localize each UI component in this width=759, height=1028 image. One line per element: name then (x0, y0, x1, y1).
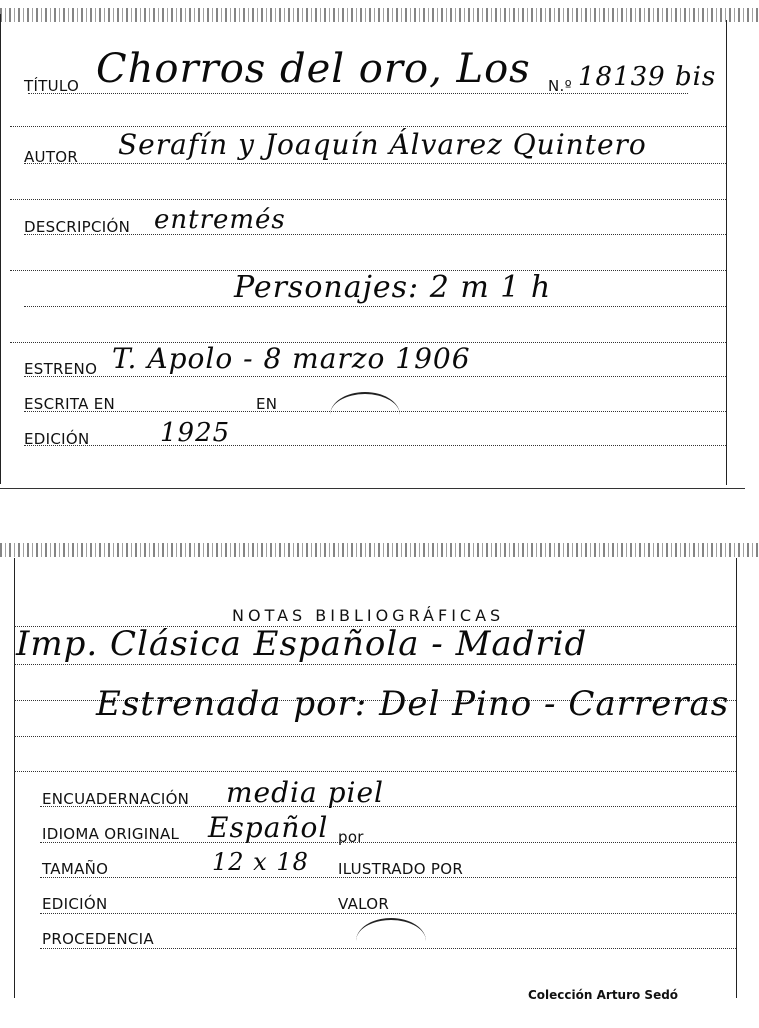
en-label: EN (256, 395, 278, 413)
rule-line (40, 913, 736, 914)
autor-label: AUTOR (24, 148, 79, 166)
card-left-border (14, 558, 15, 998)
stamp-mark (330, 392, 400, 438)
valor-label: VALOR (338, 895, 390, 913)
catalog-card-top (0, 0, 759, 495)
card-right-border (726, 20, 727, 485)
rule-line (14, 736, 736, 737)
stamp-mark (356, 918, 426, 964)
por-label: por (338, 828, 364, 846)
rule-line (24, 445, 726, 446)
titulo-label: TÍTULO (24, 77, 80, 95)
nota-line-1: Imp. Clásica Española - Madrid (16, 624, 588, 664)
rule-line (10, 199, 726, 200)
nota-line-2: Estrenada por: Del Pino - Carreras (96, 684, 730, 724)
card-left-border (0, 14, 1, 484)
rule-line (10, 126, 726, 127)
ilustrado-label: ILUSTRADO POR (338, 860, 464, 878)
torn-edge-bottom (0, 543, 759, 557)
idioma-label: IDIOMA ORIGINAL (42, 825, 180, 843)
rule-line (24, 306, 726, 307)
catalog-card-bottom (0, 540, 759, 1028)
coleccion-colophon: Colección Arturo Sedó (528, 988, 679, 1002)
notas-bibliograficas-title: NOTAS BIBLIOGRÁFICAS (232, 606, 505, 625)
edicion-label: EDICIÓN (24, 430, 90, 448)
rule-line (14, 771, 736, 772)
card-right-border (736, 558, 737, 998)
encuadernacion-label: ENCUADERNACIÓN (42, 790, 190, 808)
numero-label: N.º (548, 77, 572, 95)
autor-value: Serafín y Joaquín Álvarez Quintero (118, 128, 647, 161)
personajes-value: Personajes: 2 m 1 h (234, 270, 552, 305)
titulo-value: Chorros del oro, Los (96, 46, 531, 92)
descripcion-label: DESCRIPCIÓN (24, 218, 131, 236)
rule-line (14, 664, 736, 665)
escrita-label: ESCRITA EN (24, 395, 116, 413)
edicion-label-bottom: EDICIÓN (42, 895, 108, 913)
procedencia-label: PROCEDENCIA (42, 930, 154, 948)
tamano-value: 12 x 18 (212, 848, 309, 876)
encuadernacion-value: media piel (226, 776, 384, 809)
rule-line (28, 93, 688, 94)
tamano-label: TAMAÑO (42, 860, 109, 878)
numero-value: 18139 bis (578, 62, 717, 92)
descripcion-value: entremés (154, 205, 286, 235)
estreno-value: T. Apolo - 8 marzo 1906 (112, 342, 471, 375)
rule-line (24, 376, 726, 377)
rule-line (24, 163, 726, 164)
torn-edge-top (0, 8, 759, 22)
idioma-value: Español (208, 811, 329, 844)
estreno-label: ESTRENO (24, 360, 98, 378)
card-bottom-edge (0, 488, 745, 489)
edicion-value: 1925 (160, 418, 231, 448)
